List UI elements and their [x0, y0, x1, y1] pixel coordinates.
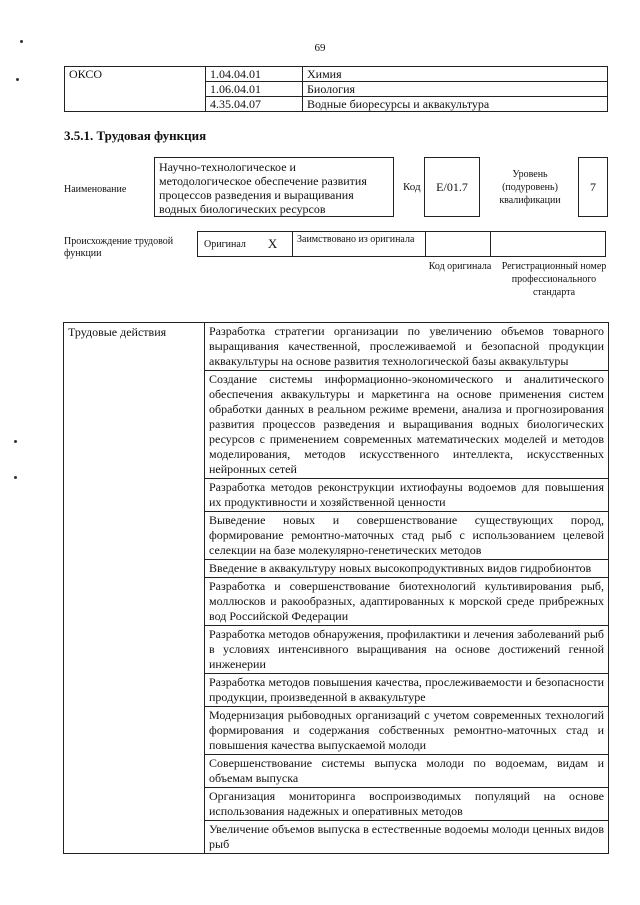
okso-code: 4.35.04.07: [206, 97, 303, 112]
labor-action-item: Увеличение объемов выпуска в естественные водоемы молоди ценных видов рыб: [205, 821, 609, 854]
table-row: [65, 67, 608, 82]
registration-number-cell: [490, 231, 606, 257]
margin-speck: [14, 440, 17, 443]
labor-action-item: Разработка стратегии организации по увеличению объемов товарного выращивания качественной, прослеживаемой и безопасной продукции аквакультуры на основе развития технологической базы аквакультуры: [205, 323, 609, 371]
original-cell: [197, 231, 293, 257]
section-heading: 3.5.1. Трудовая функция: [64, 128, 207, 143]
labor-action-item: Создание системы информационно-экономического и аналитического обеспечения аквакультуры и маркетинга на основе применения систем обработки данных в реальном режиме времени, анализа и прогнозирования развития процессов разведения и выращивания водных биологических ресурсов с применением современных математических моделей и методов моделирования, методов искусственного интеллекта, искусственных нейронных сетей: [205, 371, 609, 479]
qualification-level-label: Уровень (подуровень) квалификации: [499, 169, 561, 206]
labor-action-item: Разработка методов обнаружения, профилактики и лечения заболеваний рыб в условиях интенсивного выращивания на основе достижений генной инженерии: [205, 626, 609, 674]
origin-row: [198, 231, 608, 257]
labor-action-item: Совершенствование системы выпуска молоди по водоемам, видам и объемам выпуска: [205, 755, 609, 788]
code-label: Код: [403, 181, 421, 193]
okso-name: Биология: [303, 82, 608, 97]
page-number: 69: [314, 42, 326, 54]
original-code-caption: Код оригинала: [428, 261, 492, 272]
function-name-box: Научно-технологическое и методологическое обеспечение развития процессов разведения и выращивания водных биологических ресурсов: [154, 157, 394, 217]
function-code-box: E/01.7: [424, 157, 480, 217]
margin-speck: [16, 78, 19, 81]
origin-label: Происхождение трудовой функции: [64, 236, 174, 259]
labor-action-item: Модернизация рыбоводных организаций с учетом современных технологий формирования и содержания собственных ремонтно-маточных стад и повышения качества выпускаемой молоди: [205, 707, 609, 755]
okso-code: 1.06.04.01: [206, 82, 303, 97]
okso-name: Химия: [303, 67, 608, 82]
qualification-level-box: 7: [578, 157, 608, 217]
okso-table: [64, 66, 608, 112]
margin-speck: [14, 476, 17, 479]
labor-actions-table: [63, 322, 609, 854]
labor-action-item: Выведение новых и совершенствование существующих пород, формирование ремонтно-маточных стад рыб с использованием целевой селекции на базе молекулярно-генетических методов: [205, 512, 609, 560]
labor-action-item: Разработка и совершенствование биотехнологий культивирования рыб, моллюсков и ракообразных, адаптированных к морской среде прибрежных вод Российской Федерации: [205, 578, 609, 626]
okso-code: 1.04.04.01: [206, 67, 303, 82]
name-label: Наименование: [64, 184, 127, 195]
original-code-cell: [425, 231, 491, 257]
labor-action-item: Введение в аквакультуру новых высокопродуктивных видов гидробионтов: [205, 560, 609, 578]
original-mark: X: [267, 236, 278, 251]
okso-label: ОКСО: [65, 67, 206, 112]
borrowed-cell: Заимствовано из оригинала: [292, 231, 426, 257]
okso-name: Водные биоресурсы и аквакультура: [303, 97, 608, 112]
labor-actions-header: Трудовые действия: [64, 323, 205, 854]
labor-action-item: Организация мониторинга воспроизводимых популяций на основе использования надежных и оперативных методов: [205, 788, 609, 821]
labor-action-item: Разработка методов реконструкции ихтиофауны водоемов для повышения их продуктивности и хозяйственной ценности: [205, 479, 609, 512]
table-row: [64, 323, 609, 371]
original-label: Оригинал: [204, 238, 246, 250]
registration-number-caption: Регистрационный номер профессионального стандарта: [501, 261, 607, 298]
labor-action-item: Разработка методов повышения качества, прослеживаемости и безопасности продукции, произведенной в аквакультуре: [205, 674, 609, 707]
